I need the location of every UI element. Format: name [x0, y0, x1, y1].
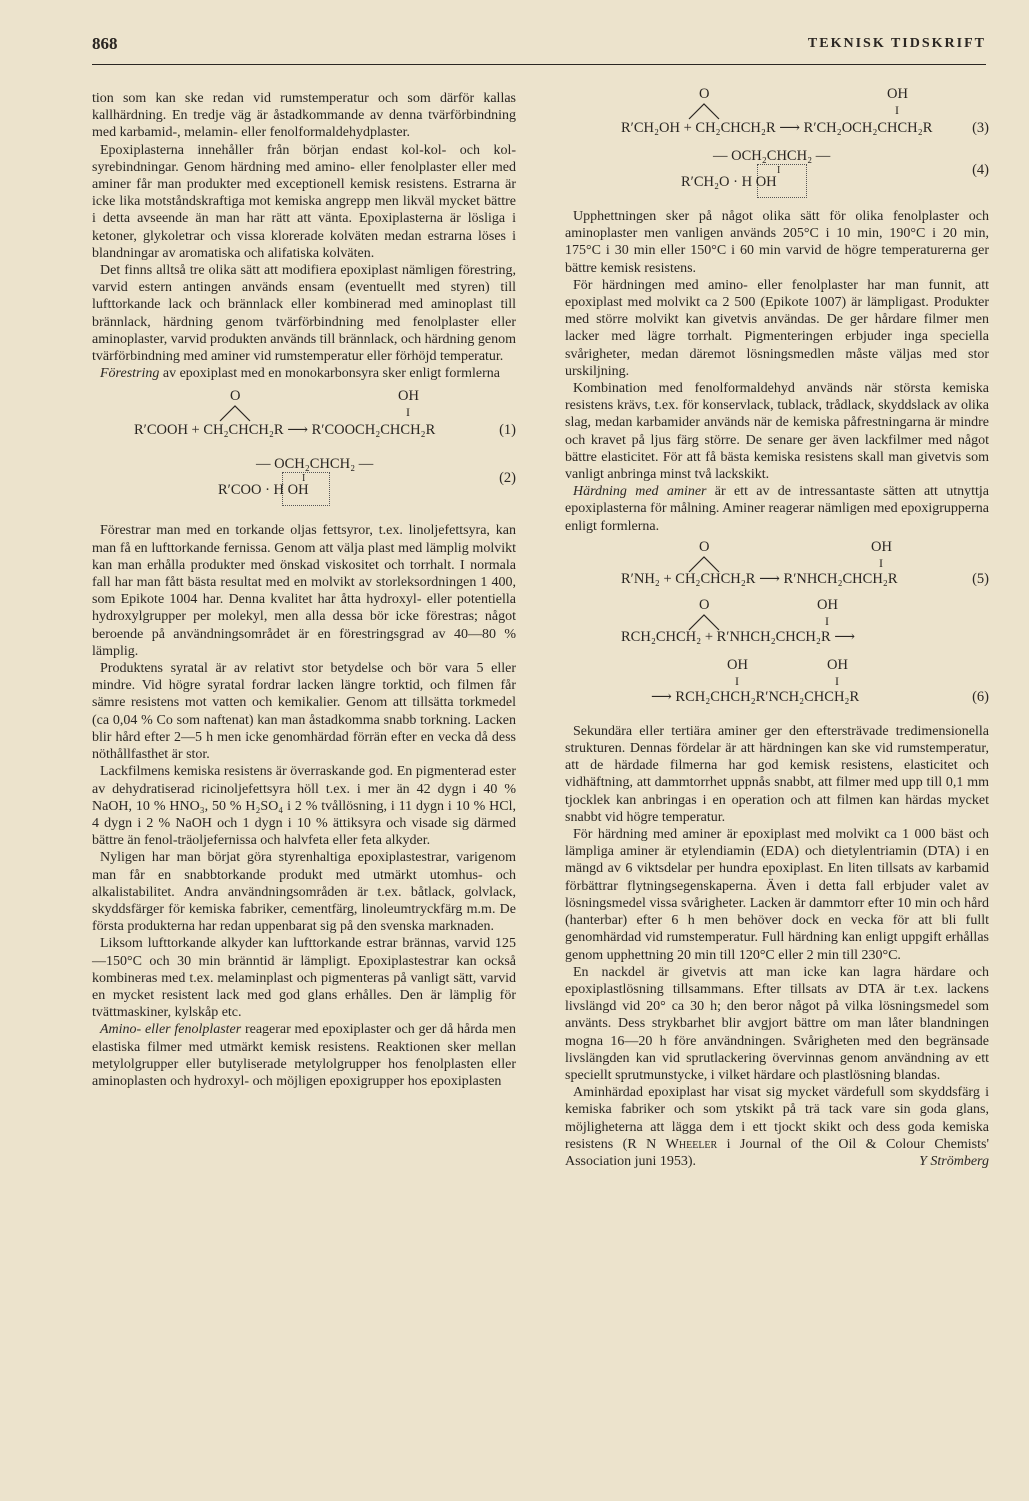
- formula-3: R′CH₂OH + CH₂CHCH₂R ⟶ R′CH₂OCH₂CHCH₂R: [621, 120, 933, 136]
- paragraph: För härdningen med amino- eller fenolplaster har man funnit, att epoxiplast med molvikt ca 2 500 (Epikote 1007) är lämpligast. Produkter med större molvikt kan givetvis användas. De ger hårdare filmer men lacker med lägre torrhalt. Pigmenteringen erbjuder inga speciella svårigheter, medan däremot lösningsmedlen måste väljas med stor urskiljning.: [565, 277, 989, 379]
- formula-bond: I: [895, 103, 899, 117]
- paragraph: Kombination med fenolformaldehyd används när största kemiska resistens krävs, t.ex. för konservlack, tublack, trådlack, skyddslack av olika slag, medan karbamider används när de kemiska påfrestningarna är mindre och kravet på ljus färg större. De senare ger även lackfilmer med något bättre elasticitet. För att få bästa kemiska resistens skall man givetvis som vanligt anbringa minst två lackskikt.: [565, 381, 989, 483]
- formula-bond: I: [879, 555, 883, 570]
- formula-o-label: O: [699, 596, 710, 613]
- formula-oh-label: OH: [727, 656, 748, 673]
- formula-bond: I: [835, 673, 839, 688]
- epoxide-ring-icon: [218, 404, 252, 422]
- formula-bond: I: [777, 165, 781, 176]
- signature: Y Strömberg: [919, 1153, 989, 1169]
- right-column: [565, 86, 989, 1170]
- formula-number-6: (6): [972, 688, 989, 705]
- formula-block-3-4: [565, 86, 989, 208]
- formula-block-5-6: [565, 535, 989, 723]
- paragraph: Förestrar man med en torkande oljas fettsyror, t.ex. linoljefettsyra, kan man få en lufttorkande fernissa. Genom att välja plast med lämplig molvikt kan man erhålla produkter med önskad viskositet och torrhalt. I normala fall har man fått bästa resultat med en molvikt av storleksordningen 1 400, som Epikote 1004 har. Denna kvalitet har åtta hydroxyl- eller potentiella hydroxylgrupper per molekyl, men alla dessa bör icke förestras; något beroende på användningsområdet är en förestringsgrad av 40—80 % lämplig.: [92, 523, 516, 659]
- paragraph-text: av epoxiplast med en monokarbonsyra sker enligt formlerna: [159, 366, 500, 382]
- formula-oh-label: OH: [887, 86, 908, 102]
- paragraph: [565, 1084, 989, 1170]
- formula-2-bottom: R′COO · H OH: [218, 482, 309, 499]
- formula-block-1-2: [92, 382, 516, 522]
- formula-oh-label: OH: [871, 538, 892, 555]
- page-number: 868: [92, 34, 118, 53]
- paragraph: [565, 483, 989, 535]
- italic-heading: Förestring: [100, 366, 160, 382]
- formula-number-4: (4): [972, 162, 989, 178]
- formula-oh-label: OH: [827, 656, 848, 673]
- paragraph-text: är ett av de intressantaste sätten att utnyttja epoxiplasterna för målning. Aminer reagerar nämligen med epoxigrupperna enligt formlerna.: [565, 484, 990, 534]
- formula-1: R′COOH + CH₂CHCH₂R ⟶ R′COOCH₂CHCH₂R: [134, 422, 436, 439]
- paragraph: tion som kan ske redan vid rumstemperatur och som därför kallas kallhärdning. En tredje väg är åstadkommande av denna tvärförbindning med karbamid-, melamin- eller fenolformaldehydplaster.: [92, 91, 516, 141]
- italic-heading: Härdning med aminer: [573, 484, 707, 500]
- paragraph: Sekundära eller tertiära aminer ger den eftersträvade tredimensionella strukturen. Dennas fördelar är att härdningen kan ske vid rumstemperatur, att de härdade filmerna har god kemisk resistens, elasticitet och vidhäftning, att dammtorrhet uppnås snabbt, att filmer med upp till 0,1 mm tjocklek kan anbringas i en operation och att filmen kan härdas mycket snabbt vid högre temperatur.: [565, 723, 989, 825]
- formula-number-3: (3): [972, 120, 989, 136]
- formula-o-label: O: [230, 388, 241, 405]
- formula-oh-label: OH: [817, 596, 838, 613]
- formula-4-top: — OCH₂CHCH₂ —: [713, 148, 831, 164]
- epoxide-ring-icon: [687, 102, 721, 120]
- page-header: [92, 30, 986, 65]
- formula-bond: I: [825, 613, 829, 628]
- formula-number-5: (5): [972, 570, 989, 587]
- formula-o-label: O: [699, 538, 710, 555]
- formula-number-2: (2): [499, 470, 516, 487]
- paragraph: Nyligen har man börjat göra styrenhaltiga epoxiplastestrar, varigenom man får en snabbtorkande produkt med utmärkt utomhus- och alkalistabilitet. Andra användningsområden är t.ex. båtlack, golvlack, skyddsfärger för kemiska fabriker, cementfärg, linoleumtryckfärg m.m. De första produkterna har redan uppenbarat sig på den svenska marknaden.: [92, 850, 516, 935]
- left-column: [92, 90, 516, 1090]
- paragraph: Lackfilmens kemiska resistens är överraskande god. En pigmenterad ester av dehydratiserad ricinoljefettsyra höll t.ex. i mer än 42 dygn i 40 % NaOH, 10 % HNO₃, 50 % H₂SO₄ i 2 % tvållösning, i 11 dygn i 10 % HCl, 4 dygn i 2 % NaOH och 1 dygn i 10 % ättiksyra och visade sig därmed bättre än fenol-träoljefernissa och halvfeta eller feta alkyder.: [92, 764, 516, 849]
- paragraph: Liksom lufttorkande alkyder kan lufttorkande estrar brännas, varvid 125—150°C och 30 min bränntid är lämpligt. Epoxiplastestrar kan också kombineras med t.ex. melaminplast och pigmenteras på vanligt sätt, varvid en mycket resistent lack med god glans erhålles. Den är lämplig för tvättmaskiner, kylskåp etc.: [92, 936, 516, 1021]
- formula-bond: I: [406, 405, 410, 420]
- journal-title: TEKNISK TIDSKRIFT: [807, 36, 986, 51]
- formula-5: R′NH₂ + CH₂CHCH₂R ⟶ R′NHCH₂CHCH₂R: [621, 570, 898, 587]
- formula-2-top: — OCH₂CHCH₂ —: [256, 456, 374, 473]
- formula-6b: ⟶ RCH₂CHCH₂R′NCH₂CHCH₂R: [651, 688, 860, 705]
- paragraph: Epoxiplasterna innehåller från början endast kol-kol- och kol-syrebindningar. Genom härdning med amino- eller fenolplaster eller med aminer får man produkter med exceptionell kemisk resistens. Estrarna är icke lika motståndskraftiga mot kemiska angrepp men likväl mycket bättre i detta avseende än man har rätt att vänta. Epoxiplasterna är lösliga i ketoner, glykoletrar och vissa klorerade kolväten medan estrarna löses i blandningar av aromatiska och alifatiska kolväten.: [92, 142, 516, 261]
- paragraph-text: i Journal of the Oil & Colour Chemists' Association juni 1953).: [565, 1136, 989, 1169]
- paragraph: Produktens syratal är av relativt stor betydelse och bör vara 5 eller mindre. Vid högre syratal fordrar lacken längre torktid, och filmen får sämre resistens mot vatten och kemikalier. Genom att tillsätta torkmedel (ca 0,04 % Co som naftenat) kan man åstadkomma snabb torkning. Lacken blir hård efter 2—5 h men icke genomhärdad förrän efter en vecka då dess nöthållfasthet är stor.: [92, 661, 516, 763]
- paragraph: Det finns alltså tre olika sätt att modifiera epoxiplast nämligen förestring, varvid estern antingen används ensam (eventuellt med styren) till lufttorkande lack och brännlack eller kombinerad med aminoplast till brännlack, härdning genom tvärförbindning med fenolplaster eller aminoplaster, varvid produkten används till brännlack, och härdning genom tvärförbindning med aminer vid rumstemperatur eller förhöjd temperatur.: [92, 263, 516, 365]
- formula-4-bottom: R′CH₂O · H OH: [681, 174, 777, 190]
- italic-heading: Amino- eller fenolplaster: [100, 1022, 242, 1038]
- paragraph: En nackdel är givetvis att man icke kan lagra härdare och epoxiplastlösning tillsammans. Efter tillsats av DTA är t.ex. lackens livslängd vid 20° ca 30 h; den beror något på vilka lösningsmedel som använts. Dess strykbarhet blir avgjort bättre om man låter blandningen mogna 16—20 h före användningen. Svårigheten med den begränsade livslängden kan vid sprutlackering övervinnas genom användning av ett speciellt sprutmunstycke, i vilket härdare och plastlösning blandas.: [565, 964, 989, 1083]
- paragraph: [92, 365, 516, 382]
- paragraph: För härdning med aminer är epoxiplast med molvikt ca 1 000 bäst och lämpliga aminer är etylendiamin (EDA) och dietylentriamin (DTA) i en mängd av 6 viktsdelar per hundra epoxiplast. En liten tillsats av karbamid förbättrar flytningsegenskaperna. Även i detta fall erbjuder valet av lösningsmedel vissa svårigheter. Lacken är dammtorr efter 10 min och hård (hanterbar) efter 6 h men behöver dock en vecka för att bli fullt genomhärdad vid rumstemperatur. Full härdning kan enligt uppgift erhållas genom upphettning 20 min till 120°C eller 2 min till 230°C.: [565, 827, 989, 963]
- paragraph-text: reagerar med epoxiplaster och ger då hårda men elastiska filmer med utmärkt kemisk resistens. Reaktionen sker mellan metylolgrupper eller butyliserade metylolgrupper hos fenolplasten eller aminoplasten och hydroxyl- och möjligen epoxigrupper hos epoxiplasten: [92, 1022, 516, 1089]
- formula-bond: I: [735, 673, 739, 688]
- author-reference: Wheeler: [665, 1136, 718, 1152]
- formula-number-1: (1): [499, 422, 516, 439]
- formula-oh-label: OH: [398, 388, 419, 405]
- paragraph-text: Aminhärdad epoxiplast har visat sig mycket värdefull som skyddsfärg i kemiska fabriker och som ytskikt på trä tack vare sin goda glans, möjligheterna att lägga dem i ett tjockt skikt och dess goda kemiska resistens (R N: [565, 1085, 989, 1152]
- paragraph: [92, 1021, 516, 1090]
- paragraph: Upphettningen sker på något olika sätt för olika fenolplaster och aminoplaster men vanligen används 205°C i 10 min, 190°C i 20 min, 175°C i 30 min eller 150°C i 60 min varvid de högre temperaturerna ger bättre kemisk resistens.: [565, 209, 989, 276]
- formula-6a: RCH₂CHCH₂ + R′NHCH₂CHCH₂R ⟶: [621, 628, 856, 645]
- formula-bond: I: [302, 473, 306, 485]
- formula-o-label: O: [699, 86, 710, 102]
